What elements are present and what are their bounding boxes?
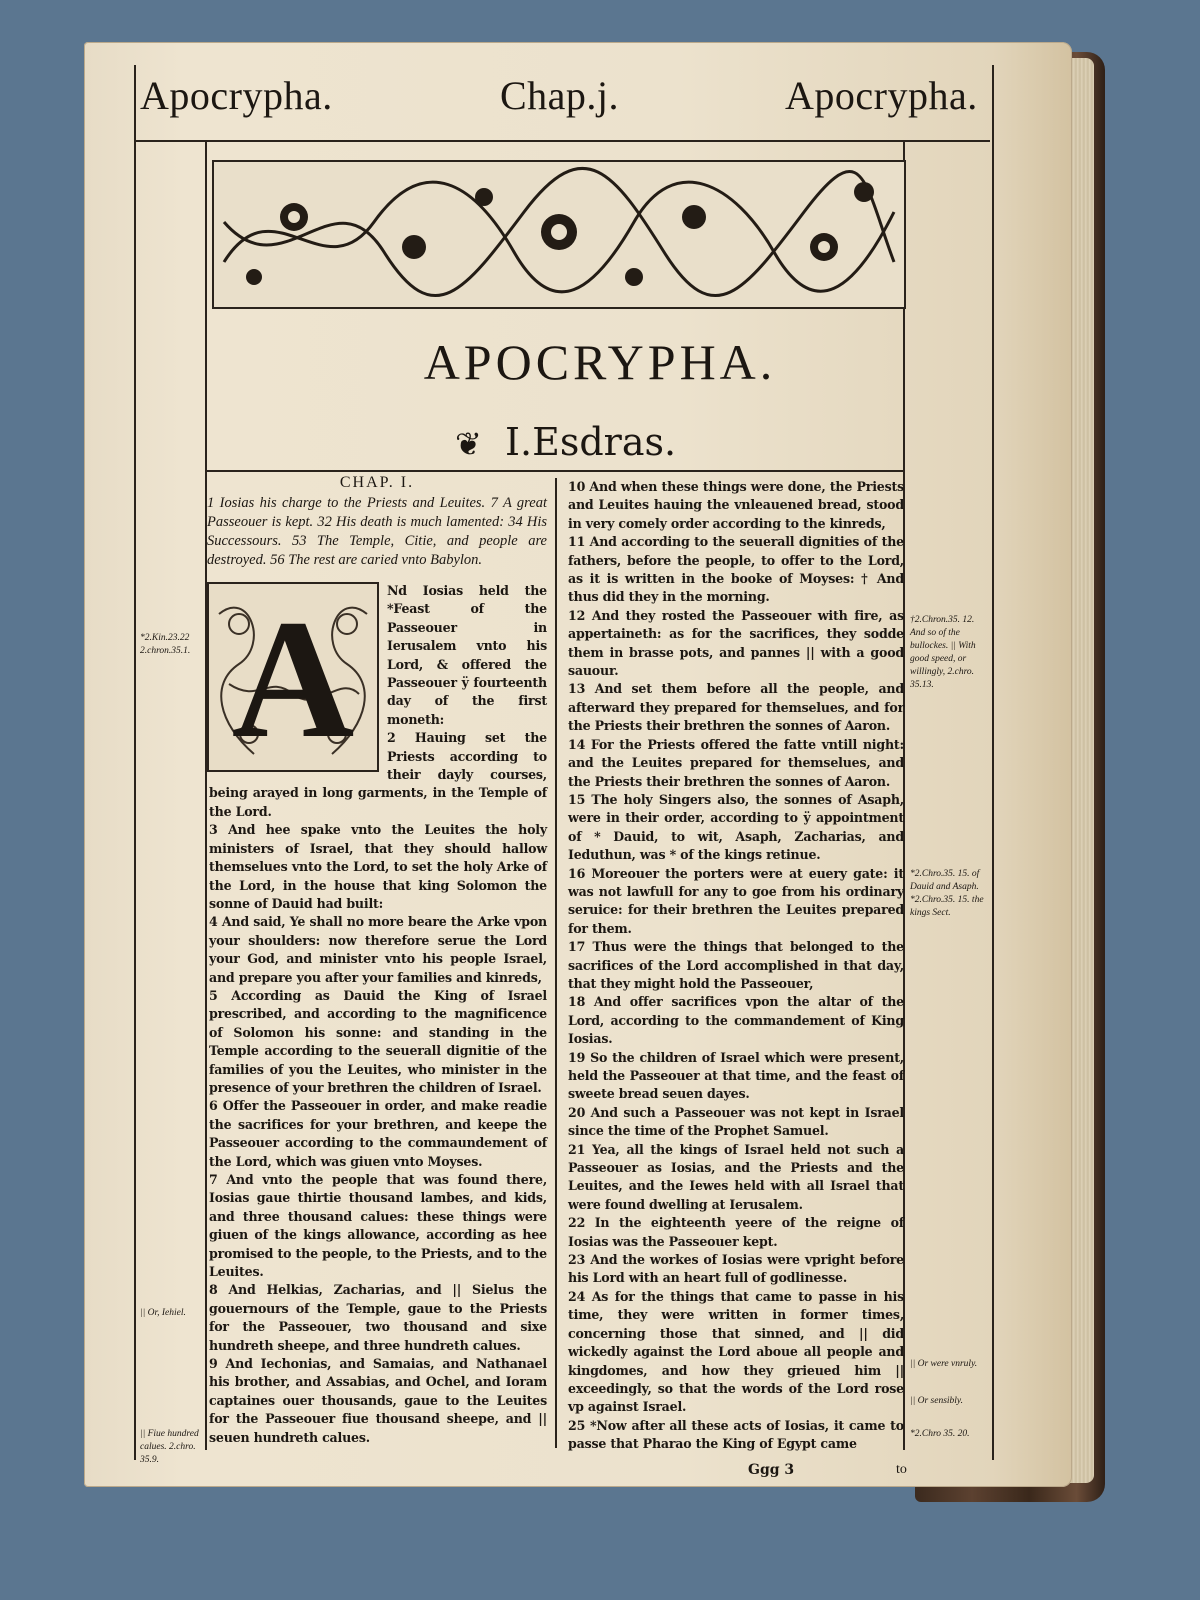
verse: 12 And they rosted the Passeouer with fire, as appertaineth: as for the sacrifices, they sodde them in brasse pots, and pannes || with a good sauour. [568,607,904,679]
inner-rule-left [205,140,207,470]
headpiece-ornament [212,160,906,309]
verse: 20 And such a Passeouer was not kept in Israel since the time of the Prophet Samuel. [568,1104,904,1139]
verse: 13 And set them before all the people, and afterward they prepared for themselues, and for the Priests their brethren the sonnes of Aaron. [568,681,904,734]
verse: 2 Hauing set the Priests according to their dayly courses, being arayed in long garments, in the Temple of the Lord. [209,730,547,819]
fleuron-icon: ❦ [455,426,482,462]
verse: 22 In the eighteenth yeere of the reigne of Iosias was the Passeouer kept. [568,1215,904,1249]
margin-note: *2.Kin.23.22 2.chron.35.1. [140,633,191,656]
signature-mark: Ggg 3 [748,1462,795,1478]
margin-note: || Or sensibly. [910,1396,963,1406]
running-head-center: Chap.j. [500,73,620,118]
dropcap-initial [207,582,379,772]
verse: 8 And Helkias, Zacharias, and || Sielus the gouernours of the Temple, gaue to the Priests for the Passeouer, two thousand and sixe hundreth sheepe, and three hundreth calues. [209,1282,547,1353]
right-column [568,478,904,1454]
verse: 23 And the workes of Iosias were vpright before his Lord with an heart full of godlinesse. [568,1252,904,1286]
running-head-right: Apocrypha. [785,73,978,118]
verse-1: Nd Iosias held the *Feast of the Passeouer in Ierusalem vnto his Lord, & offered the Passeouer ÿ fourteenth day of the first moneth: [387,583,547,727]
column-rule [555,478,557,1448]
verse: 5 According as Dauid the King of Israel prescribed, and according to the magnificence of Solomon his sonne: and standing in the Temple according to the seuerall dignitie of the families of you the Leuites, who minister in the presence of your brethren the children of Israel. [209,987,547,1095]
page-title: APOCRYPHA. [423,334,777,390]
verse: 16 Moreouer the porters were at euery gate: it was not lawfull for any to goe from his ordinary seruice: for their brethren the Leuites prepared for them. [568,865,904,936]
verse: 6 Offer the Passeouer in order, and make readie the sacrifices for your brethren, and keepe the Passeouer according to the commaundement of the Lord, which was giuen vnto Moyses. [209,1098,547,1169]
head-rule [134,140,990,142]
margin-note: || Or, Iehiel. [140,1308,186,1318]
verse: 9 And Iechonias, and Samaias, and Nathanael his brother, and Assabias, and Ochel, and Ioram captaines ouer thousands, gaue to the Leuites for the Passeouer fiue thousand sheepe, and || seuen hundreth calues. [209,1356,547,1445]
verse: 14 For the Priests offered the fatte vntill night: and the Leuites prepared for themselues, and the Priests their brethren the sonnes of Aaron. [568,736,904,789]
verse: 3 And hee spake vnto the Leuites the holy ministers of Israel, that they should hallow themselues vnto the Lord, to set the holy Arke of the Lord, in the house that king Solomon the sonne of Dauid had built: [209,822,547,911]
verse: 18 And offer sacrifices vpon the altar of the Lord, according to the commandement of King Iosias. [568,994,904,1047]
verse: 24 As for the things that came to passe in his time, they were written in former times, concerning those that sinned, and || did wickedly against the Lord aboue all people and kingdomes, and how they grieued him || exceedingly, so that the words of the Lord rose vp against Israel. [568,1288,904,1415]
verse: 25 *Now after all these acts of Iosias, it came to passe that Pharao the King of Egypt came [568,1417,904,1452]
title-rule [205,470,905,472]
verse: 19 So the children of Israel which were present, held the Passeouer at that time, and the feast of sweete bread seuen dayes. [568,1049,904,1102]
verse: 7 And vnto the people that was found there, Iosias gaue thirtie thousand lambes, and kids, and three thousand calues: these things were giuen of the kings allowance, according as hee promised to the people, to the Priests, and to the Leuites. [209,1172,547,1280]
verse: 21 Yea, all the kings of Israel held not such a Passeouer as Iosias, and the Priests and the Leuites, and the Iewes held with all Israel that were found dwelling at Ierusalem. [568,1141,904,1212]
verse: 17 Thus were the things that belonged to the sacrifices of the Lord accomplished in that day, that they might hold the Passeouer, [568,939,904,991]
verse: 4 And said, Ye shall no more beare the Arke vpon your shoulders: now therefore serue the Lord your God, and minister vnto his people Israel, and prepare you after your families and kinreds, [209,914,547,985]
verse: 15 The holy Singers also, the sonnes of Asaph, were in their order, according to ÿ appointment of * Dauid, to wit, Asaph, Zacharias, and Ieduthun, was * of the kings retinue. [568,791,904,863]
margin-note: *2.Chro 35. 20. [910,1429,970,1439]
margin-note: || Fiue hundred calues. 2.chro. 35.9. [140,1429,199,1465]
opening-paragraph [207,582,547,821]
running-head-left: Apocrypha. [140,73,333,118]
catchword: to [896,1462,907,1477]
chapter-heading: CHAP. I. [339,474,415,491]
chapter-summary: 1 Iosias his charge to the Priests and Leuites. 7 A great Passeouer is kept. 32 His death is much lamented: 34 His Successours. 53 The Temple, Citie, and people are destroyed. 56 The rest are caried vnto Babylon. [207,495,547,568]
left-column [207,474,547,1447]
verse: 11 And according to the seuerall dignities of the fathers, before the people, to offer to the Lord, as it is written in the booke of Moyses: † And thus did they in the morning. [568,534,904,605]
margin-note: *2.Chro.35. 15. of Dauid and Asaph. *2.Chro.35. 15. the kings Sect. [910,869,984,918]
verse: 10 And when these things were done, the Priests and Leuites hauing the vnleauened bread, stood in very comely order according to the kinreds, [568,479,904,531]
margin-note: || Or were vnruly. [910,1359,978,1369]
dropcap-letter: A [231,585,355,773]
book-title: I.Esdras. [505,420,677,464]
margin-note: †2.Chron.35. 12. And so of the bullockes. || With good speed, or willingly, 2.chro. 35.13. [910,615,976,690]
